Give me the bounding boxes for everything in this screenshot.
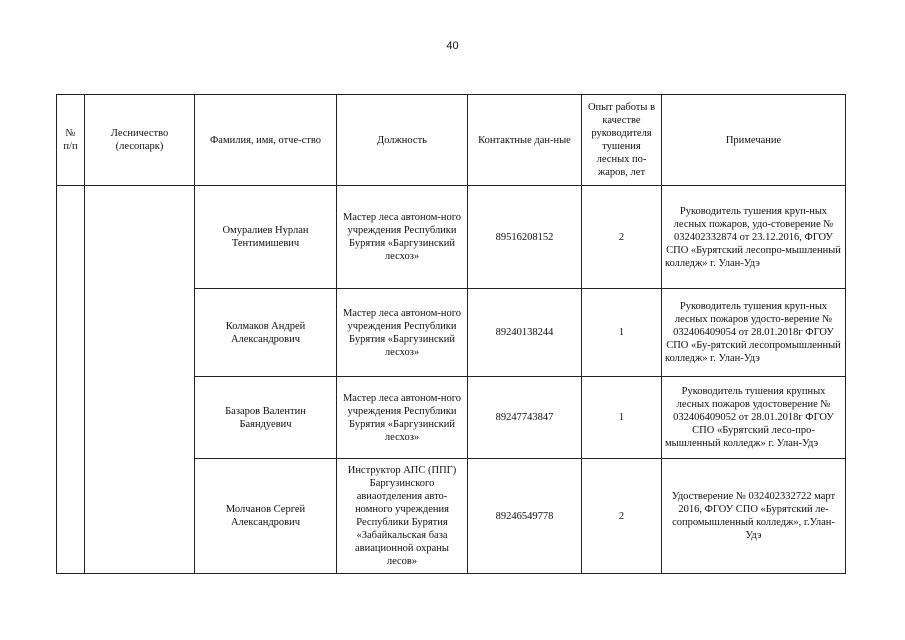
header-full-name: Фамилия, имя, отче-ство: [195, 95, 337, 186]
note-cell: Руководитель тушения круп-ных лесных пожаров, удо-стоверение № 032402332874 от 23.12.2016, ФГОУ СПО «Бурятский лесопро-мышленный колледж» г. Улан-Удэ: [662, 186, 846, 289]
header-note: Примечание: [662, 95, 846, 186]
note-cell: Руководитель тушения круп-ных лесных пожаров удосто-верение № 032406409054 от 28.01.2018г ФГОУ СПО «Бу-рятский лесопромышленный колледж» г. Улан-Удэ: [662, 289, 846, 377]
header-forestry: Лесничество (лесопарк): [85, 95, 195, 186]
forestry-cell: [85, 186, 195, 574]
experience-cell: 2: [582, 186, 662, 289]
position-cell: Инструктор АПС (ППГ) Баргузинского авиаотделения авто-номного учреждения Республики Бурятия «Забайкальская база авиационной охраны лесов»: [337, 459, 468, 574]
position-cell: Мастер леса автоном-ного учреждения Республики Бурятия «Баргузинский лесхоз»: [337, 289, 468, 377]
page-number: 40: [446, 40, 459, 52]
contacts-cell: 89516208152: [468, 186, 582, 289]
full-name-cell: Базаров Валентин Баяндуевич: [195, 377, 337, 459]
contacts-cell: 89246549778: [468, 459, 582, 574]
contacts-cell: 89247743847: [468, 377, 582, 459]
position-cell: Мастер леса автоном-ного учреждения Республики Бурятия «Баргузинский лесхоз»: [337, 186, 468, 289]
row-number-cell: [57, 186, 85, 574]
experience-cell: 1: [582, 289, 662, 377]
position-cell: Мастер леса автоном-ного учреждения Республики Бурятия «Баргузинский лесхоз»: [337, 377, 468, 459]
experience-cell: 1: [582, 377, 662, 459]
experience-cell: 2: [582, 459, 662, 574]
table-row: [57, 186, 846, 289]
header-number: № п/п: [57, 95, 85, 186]
full-name-cell: Молчанов Сергей Александрович: [195, 459, 337, 574]
table-header-row: [57, 95, 846, 186]
note-cell: Руководитель тушения крупных лесных пожаров удостоверение № 032406409052 от 28.01.2018г ФГОУ СПО «Бурятский лесо-про-мышленный колледж» г. Улан-Удэ: [662, 377, 846, 459]
full-name-cell: Колмаков Андрей Александрович: [195, 289, 337, 377]
full-name-cell: Омуралиев Нурлан Тентимишевич: [195, 186, 337, 289]
contacts-cell: 89240138244: [468, 289, 582, 377]
note-cell: Удостверение № 032402332722 март 2016, ФГОУ СПО «Бурятский ле-сопромышленный колледж», г.Улан-Удэ: [662, 459, 846, 574]
header-position: Должность: [337, 95, 468, 186]
header-contacts: Контактные дан-ные: [468, 95, 582, 186]
staff-table: [56, 94, 846, 574]
header-experience: Опыт работы в качестве руководителя тушения лесных по-жаров, лет: [582, 95, 662, 186]
